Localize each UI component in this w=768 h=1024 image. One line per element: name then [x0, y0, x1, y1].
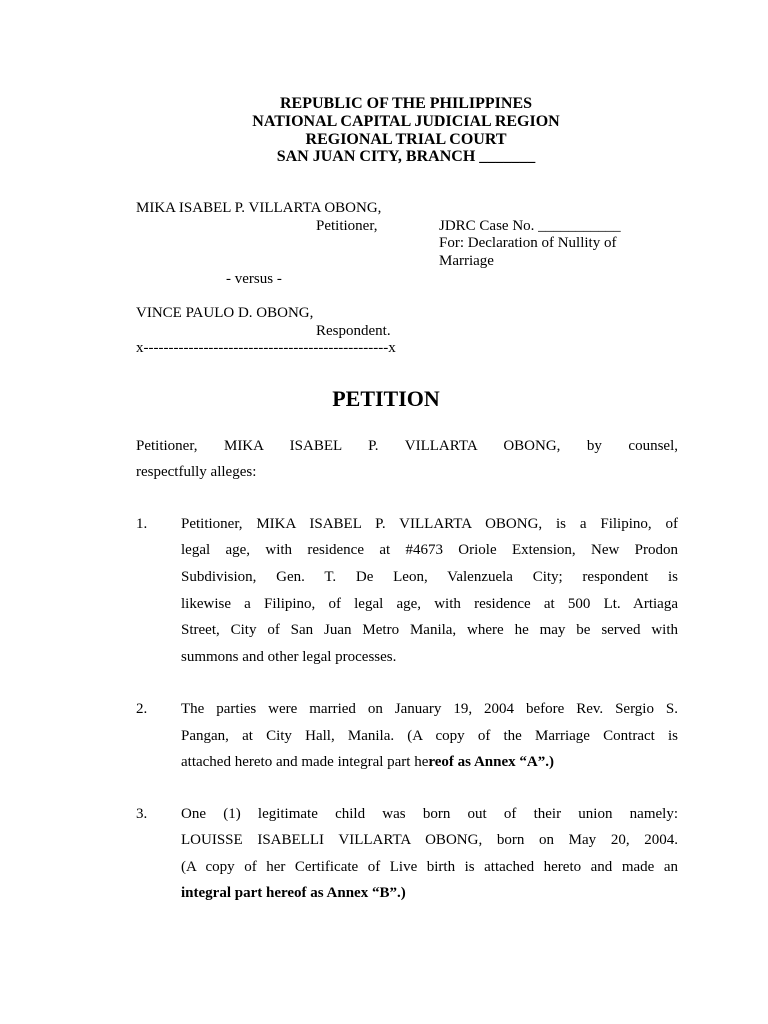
paragraph-2-line: Pangan, at City Hall, Manila. (A copy of the Marriage Contract is	[181, 728, 678, 744]
paragraph-1-line: legal age, with residence at #4673 Oriole Extension, New Prodon	[181, 542, 678, 558]
paragraph-1-line: Petitioner, MIKA ISABEL P. VILLARTA OBONG, is a Filipino, of	[181, 516, 678, 532]
paragraph-3-line: (A copy of her Certificate of Live birth is attached hereto and made an	[181, 859, 678, 875]
respondent-role: Respondent.	[316, 323, 391, 339]
case-nature-line2: Marriage	[439, 253, 494, 269]
paragraph-number-1: 1.	[136, 516, 148, 532]
paragraph-2-line-plain: attached hereto and made integral part he	[181, 754, 429, 770]
court-header-branch: SAN JUAN CITY, BRANCH _______	[276, 148, 536, 165]
annex-a-reference: reof as Annex “A”.)	[428, 754, 554, 770]
court-header-court: REGIONAL TRIAL COURT	[305, 131, 507, 148]
petitioner-role: Petitioner,	[316, 218, 378, 234]
petitioner-name: MIKA ISABEL P. VILLARTA OBONG,	[136, 200, 382, 216]
paragraph-1-line: summons and other legal processes.	[181, 649, 397, 665]
document-title: PETITION	[332, 386, 440, 411]
paragraph-2-line	[181, 754, 678, 771]
case-number: JDRC Case No. ___________	[439, 218, 621, 234]
intro-line-2: respectfully alleges:	[136, 464, 257, 480]
case-nature-line1: For: Declaration of Nullity of	[439, 235, 617, 251]
paragraph-3-line: LOUISSE ISABELLI VILLARTA OBONG, born on May 20, 2004.	[181, 832, 678, 848]
intro-line-1: Petitioner, MIKA ISABEL P. VILLARTA OBONG, by counsel,	[136, 438, 678, 454]
paragraph-1-line: likewise a Filipino, of legal age, with residence at 500 Lt. Artiaga	[181, 596, 678, 612]
paragraph-2-line: The parties were married on January 19, 2004 before Rev. Sergio S.	[181, 701, 678, 717]
paragraph-1-line: Subdivision, Gen. T. De Leon, Valenzuela City; respondent is	[181, 569, 678, 585]
paragraph-number-3: 3.	[136, 806, 148, 822]
paragraph-1-line: Street, City of San Juan Metro Manila, where he may be served with	[181, 622, 678, 638]
respondent-name: VINCE PAULO D. OBONG,	[136, 305, 314, 321]
paragraph-number-2: 2.	[136, 701, 148, 717]
versus-label: - versus -	[226, 271, 282, 287]
court-header-region: NATIONAL CAPITAL JUDICIAL REGION	[252, 113, 560, 130]
paragraph-3-line: One (1) legitimate child was born out of their union namely:	[181, 806, 678, 822]
annex-b-reference: integral part hereof as Annex “B”.)	[181, 885, 406, 901]
caption-separator: x-------------------------------------------------x	[136, 340, 396, 356]
court-header-republic: REPUBLIC OF THE PHILIPPINES	[279, 95, 533, 112]
